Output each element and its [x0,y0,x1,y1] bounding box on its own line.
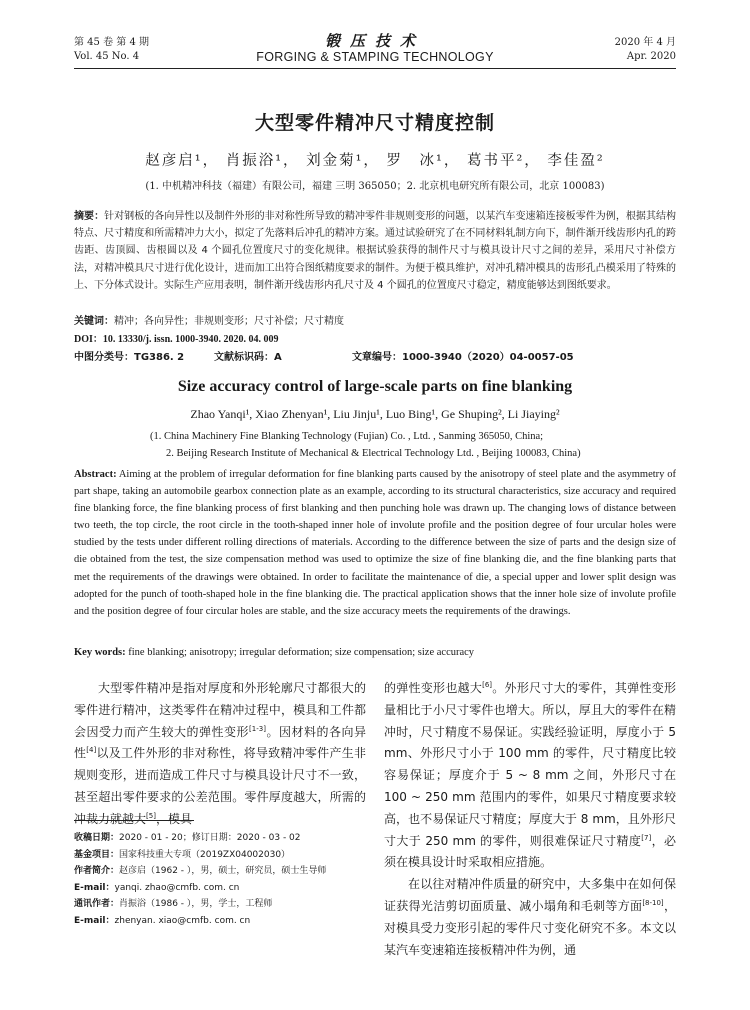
date-en: Apr. 2020 [626,51,676,62]
clc-label: 中图分类号： [74,352,134,363]
volume-cn: 第 45 卷 第 4 期 [74,37,149,48]
keywords-en-text: fine blanking; anisotropy; irregular deformation; size compensation; size accuracy [125,647,475,658]
affiliation-cn: (1. 中机精冲科技（福建）有限公司，福建 三明 365050；2. 北京机电研究所有限公司，北京 100083) [145,181,605,192]
body-paragraph-2: 在以往对精冲件质量的研究中，大多集中在如何保证获得光洁剪切面质量、减小塌角和毛刺等方面[8-10]，对模具受力变形引起的零件尺寸变化研究不多。本文以某汽车变速箱连接板精冲件为例，通 [384,877,676,957]
clc-number [74,350,214,366]
citation-marker: [5] [146,811,156,820]
header-rule [74,68,676,69]
abstract-en-text: Aiming at the problem of irregular deformation for fine blanking parts caused by the anisotropy of steel plate and the asymmetry of part shape, taking an automobile gearbox connection plate as an example, according to its structural characteristics, size accuracy and required fine blanking force, the fine blanking process of first blanking and then punching hole was drawn up. The changing lows of distance between two teeth, the top circle, the root circle in the tooth-shaped inner hole of involute profile and the position degree of four urcular holes were studied by the tests under different rolling directions of materials. According to the difference between the size of parts and the design size of die obtained from the test, the size compensation method was used to optimize the size of fine blanking die, and the fine blanking parts that met the requirements of the drawings were obtained. In order to facilitate the maintenance of die, a special upper and lower split design was adopted for the punch of tooth-shaped hole in the fine blanking die. The practical application shows that the inner hole size of involute profile and the position degree of four circular holes are stable, and the size accuracy meets the requirements of the drawings. [74,469,676,617]
doi-label: DOI： [74,334,103,345]
footnote-label: 基金项目： [74,849,120,860]
title-en: Size accuracy control of large-scale parts on fine blanking [177,378,573,395]
doc-value: A [274,352,282,363]
body-column-right [384,678,676,961]
footnote-label: E-mail： [74,882,115,893]
citation-marker: [1-3] [249,724,266,733]
footnote-email-1 [74,880,366,897]
body-paragraph-1: 大型零件精冲是指对厚度和外形轮廓尺寸都很大的零件进行精冲，这类零件在精冲过程中，模具和工件都会因受力而产生较大的弹性变形[1-3]。因材料的各向异性[4]以及工件外形的非对称性，将导致精冲零件产生非规则变形，进而造成工件尺寸与模具设计尺寸不一致，甚至超出零件要求的公差范围。零件厚度越大，所需的冲裁力就越大[5]，模具 [74,681,366,826]
footnote-text: 2020 - 01 - 20；修订日期：2020 - 03 - 02 [119,833,301,843]
authors-cn: 赵彦启¹， 肖振浴¹， 刘金菊¹， 罗 冰¹， 葛书平²， 李佳盈² [145,153,605,169]
article-label: 文章编号： [352,352,402,363]
title-cn: 大型零件精冲尺寸精度控制 [254,112,495,134]
doc-label: 文献标识码： [214,352,274,363]
citation-marker: [8-10] [642,898,664,907]
affiliation-en [150,428,676,462]
keywords-en-label: Key words: [74,647,126,658]
footnote-fund [74,847,366,864]
footnote-text: 国家科技重大专项（2019ZX04002030） [119,849,291,860]
footnote-corresponding [74,896,366,913]
citation-marker: [7] [641,833,652,842]
keywords-en [74,645,676,661]
footnote-label: 作者简介： [74,866,120,876]
classification-line [74,350,676,366]
document-code [214,350,352,366]
article-number [352,350,574,366]
doi-text: 10. 13330/j. issn. 1000-3940. 2020. 04. 009 [102,334,279,345]
body-paragraph-1-cont: 的弹性变形也越大[6]。外形尺寸大的零件，其弹性变形量相比于小尺寸零件也增大。所以，厚且大的零件在精冲时，尺寸精度不易保证。实践经验证明，厚度小于 5 mm、外形尺寸小于 100 mm 的零件，尺寸精度比较容易保证；厚度介于 5 ~ 8 mm 之间，外形尺寸在 100 ~ 250 mm 范围内的零件，如果尺寸精度要求较高，也不易保证尺寸精度；厚度大于 8 mm，且外形尺寸大于 250 mm 的零件，则很难保证尺寸精度[7]，必须在模具设计时采取相应措施。 [384,681,676,870]
clc-value: TG386. 2 [134,352,185,363]
keywords-cn [74,314,676,330]
footnote-label: 通讯作者： [74,899,120,909]
doi [74,332,676,348]
journal-header [74,12,676,64]
keywords-cn-text: 精冲；各向异性；非规则变形；尺寸补偿；尺寸精度 [114,316,344,327]
abstract-cn-text: 针对钢板的各向异性以及制件外形的非对称性所导致的精冲零件非规则变形的问题，以某汽车变速箱连接板零件为例，根据其结构特点、尺寸精度和所需精冲力大小，拟定了先落料后冲孔的精冲方案。通过试验研究了在不同材料轧制方向下，制件渐开线齿形内孔的跨齿距、齿顶圆、齿根圆以及 4 个圆孔位置度尺寸的变化规律。根据试验获得的制件尺寸与模具设计尺寸之间的差异，采用尺寸补偿方法，对精冲模具尺寸进行优化设计，进而加工出符合图纸精度要求的制件。为便于模具维护，对冲孔精冲模具的齿形孔凸模采用了特殊的上、下分体式设计。实际生产应用表明，制件渐开线齿形内孔尺寸及 4 个圆孔的位置度尺寸稳定，精度能够达到图纸要求。 [74,211,677,291]
article-value: 1000-3940（2020）04-0057-05 [402,352,574,363]
footnote-label: E-mail： [74,915,115,926]
affiliation-en-1: (1. China Machinery Fine Blanking Technology (Fujian) Co. , Ltd. , Sanming 365050, China; [150,431,544,442]
footnote-author [74,863,366,880]
footnote-rule [74,820,194,821]
issue-date [615,36,676,64]
citation-marker: [6] [482,681,493,689]
abstract-cn-label: 摘要： [74,211,105,222]
footnote-text: 赵彦启（1962 - ），男，硕士，研究员，硕士生导师 [119,866,327,876]
footnotes [74,830,366,929]
footnote-text: 肖振浴（1986 - ），男，学士，工程师 [119,899,273,909]
volume-en: Vol. 45 No. 4 [74,51,140,62]
journal-name-en: FORGING & STAMPING TECHNOLOGY [256,50,494,64]
body-column-left [74,678,366,831]
citation-marker: [4] [86,746,97,755]
authors-en: Zhao Yanqi¹, Xiao Zhenyan¹, Liu Jinju¹, Luo Bing¹, Ge Shuping², Li Jiaying² [190,407,560,421]
abstract-en [74,466,676,620]
footnote-email-2 [74,913,366,930]
abstract-cn [74,208,676,294]
keywords-cn-label: 关键词： [74,316,114,327]
abstract-en-label: Abstract: [74,469,117,480]
date-cn: 2020 年 4 月 [614,37,676,48]
journal-name [74,32,676,64]
footnote-received [74,830,366,847]
footnote-text: yanqi. zhao@cmfb. com. cn [114,882,240,893]
affiliation-en-2: 2. Beijing Research Institute of Mechanical & Electrical Technology Ltd. , Beijing 100083, China) [166,448,581,459]
footnote-label: 收稿日期： [74,833,120,843]
footnote-text: zhenyan. xiao@cmfb. com. cn [114,915,251,926]
journal-name-cn: 锻压技术 [324,32,425,50]
